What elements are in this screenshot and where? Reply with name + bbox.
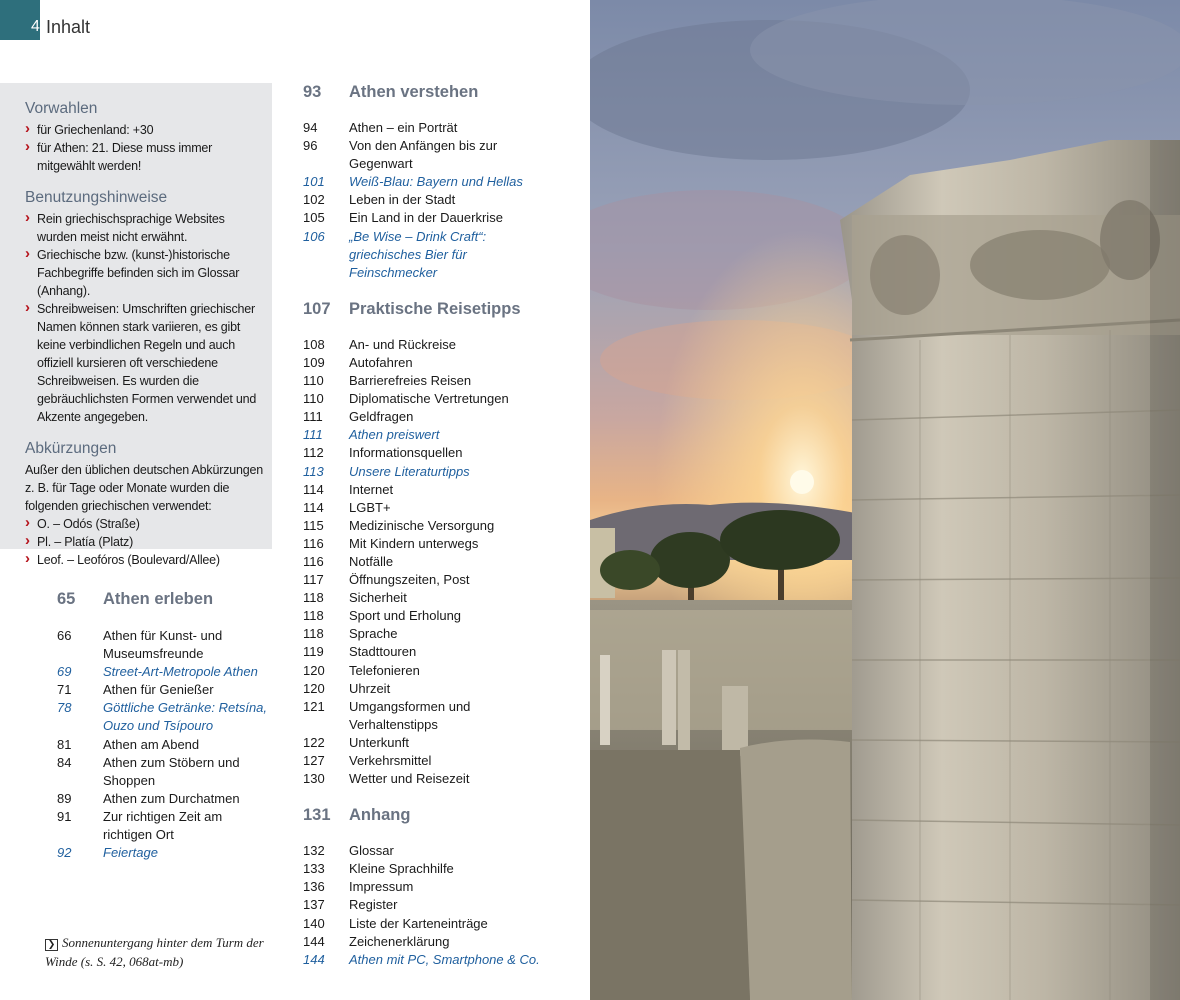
toc-entry[interactable] (303, 625, 553, 643)
toc-entry-page: 140 (303, 915, 325, 931)
toc-entry-page: 132 (303, 843, 325, 859)
info-item: › für Athen: 21. Diese muss immer mitgewählt werden! (25, 139, 264, 175)
toc-section-title: Anhang (349, 806, 411, 825)
toc-entry-page: 69 (57, 664, 72, 680)
toc-entry-title: Athen für Kunst- und Museumsfreunde (103, 628, 223, 662)
toc-entry[interactable] (303, 444, 553, 462)
toc-entry[interactable] (57, 754, 272, 790)
toc-entry[interactable] (303, 209, 553, 227)
toc-entry-title: Medizinische Versorgung (349, 517, 495, 533)
toc-entry-page: 105 (303, 210, 325, 226)
toc-entry-page: 66 (57, 628, 72, 643)
toc-entry-title: Notfälle (349, 553, 394, 569)
info-item: › Pl. – Platía (Platz) (25, 533, 264, 551)
toc-entry-title: Autofahren (349, 354, 413, 370)
toc-entry-title: Register (349, 897, 398, 913)
toc-entry-page: 130 (303, 771, 325, 787)
toc-entry[interactable] (303, 662, 553, 680)
toc-entry-title: Öffnungszeiten, Post (349, 572, 470, 588)
toc-entry-page: 113 (303, 463, 324, 479)
caption-text: Sonnenuntergang hinter dem Turm der Winde (s. S. 42, 068at-mb) (45, 935, 264, 969)
toc-entry-page: 109 (303, 354, 325, 370)
toc-entry[interactable] (57, 844, 272, 862)
toc-entry-title: Athen preiswert (349, 427, 440, 443)
toc-entry-title: Sport und Erholung (349, 608, 462, 624)
toc-entry[interactable] (303, 481, 553, 499)
toc-entry[interactable] (303, 426, 553, 444)
photo-caption (45, 933, 275, 971)
toc-entry-title: Street-Art-Metropole Athen (103, 664, 258, 680)
toc-entry-title: Impressum (349, 879, 414, 895)
toc-entry-title: Kleine Sprachhilfe (349, 861, 454, 877)
toc-entry-title: Sprache (349, 626, 398, 642)
toc-entry-page: 78 (57, 700, 72, 716)
toc-entry-title: Unsere Literaturtipps (349, 463, 470, 479)
toc-entry-list (303, 336, 553, 788)
toc-entry-page: 111 (303, 427, 323, 443)
toc-entry-page: 108 (303, 336, 325, 352)
toc-entry[interactable] (57, 627, 272, 663)
toc-entry[interactable] (57, 663, 272, 681)
toc-entry-title: Telefonieren (349, 662, 420, 678)
info-item: › für Griechenland: +30 (25, 121, 264, 139)
toc-entry-page: 118 (303, 608, 324, 624)
toc-section (303, 83, 553, 282)
toc-entry-page: 118 (303, 626, 324, 642)
toc-section-head (57, 590, 272, 616)
toc-entry[interactable] (303, 336, 553, 354)
toc-entry-title: Athen – ein Porträt (349, 120, 458, 135)
toc-section-title: Athen verstehen (349, 83, 479, 101)
toc-section (303, 300, 553, 788)
toc-entry[interactable] (303, 571, 553, 589)
toc-entry-page: 96 (303, 138, 318, 154)
toc-entry-page: 114 (303, 499, 324, 515)
toc-section-head (303, 806, 553, 832)
toc-entry-page: 119 (303, 644, 324, 660)
toc-entry-title: Zeichenerklärung (349, 933, 450, 949)
toc-entry[interactable] (303, 752, 553, 770)
info-box (0, 83, 272, 567)
toc-entry-page: 137 (303, 897, 325, 913)
toc-entry-title: Ein Land in der Dauerkrise (349, 210, 503, 226)
toc-entry-title: Diplomatische Vertretungen (349, 391, 509, 407)
toc-entry-title: Feiertage (103, 845, 158, 861)
toc-entry-list (57, 627, 272, 862)
toc-entry-title: Athen am Abend (103, 736, 200, 752)
toc-entry-title: Sicherheit (349, 590, 407, 606)
toc-entry[interactable] (303, 119, 553, 137)
toc-entry-title: Mit Kindern unterwegs (349, 535, 479, 551)
toc-entry-page: 136 (303, 879, 325, 895)
page-number: 4 (31, 18, 40, 35)
toc-entry[interactable] (303, 607, 553, 625)
toc-entry[interactable] (303, 734, 553, 752)
toc-entry-page: 84 (57, 754, 72, 770)
toc-entry-title: Uhrzeit (349, 680, 391, 696)
toc-entry[interactable] (303, 896, 553, 914)
toc-entry-title: An- und Rückreise (349, 336, 456, 352)
toc-entry[interactable] (57, 699, 272, 735)
toc-entry[interactable] (303, 499, 553, 517)
toc-entry-page: 110 (303, 373, 324, 389)
toc-section-head (303, 300, 553, 326)
toc-entry-title: Athen zum Stöbern und Shoppen (103, 754, 240, 788)
info-item: › Griechische bzw. (kunst-)historische Fachbegriffe befinden sich im Glossar (Anhang). (25, 246, 264, 300)
toc-entry-title: Verkehrsmittel (349, 753, 432, 768)
toc-entry-title: Glossar (349, 843, 394, 859)
toc-entry[interactable] (57, 790, 272, 808)
toc-entry[interactable] (57, 736, 272, 754)
toc-entry-title: Informationsquellen (349, 445, 463, 461)
info-item: › Schreibweisen: Umschriften griechischer Namen können stark variieren, es gibt keine verbindlichen Regeln und auch offiziell kursieren oft verschiedene Schreibweisen. Es wurden die gebräuchlichsten Formen verwendet und Akzente angegeben. (25, 300, 264, 426)
toc-entry-page: 111 (303, 409, 323, 425)
toc-entry-title: Athen mit PC, Smartphone & Co. (349, 951, 540, 967)
toc-entry-title: LGBT+ (349, 499, 391, 515)
toc-entry-title: „Be Wise – Drink Craft“: griechisches Bier für Feinschmecker (349, 228, 487, 280)
toc-section-number: 131 (303, 806, 331, 825)
toc-entry[interactable] (57, 808, 272, 844)
toc-section-number: 107 (303, 299, 331, 318)
toc-entry-page: 116 (303, 535, 324, 551)
toc-entry-page: 116 (303, 553, 324, 569)
toc-entry-title: Wetter und Reisezeit (349, 771, 470, 787)
toc-entry-page: 144 (303, 951, 325, 967)
info-item: › Leof. – Leofóros (Boulevard/Allee) (25, 551, 264, 569)
toc-entry-page: 115 (303, 517, 324, 533)
toc-entry-list (303, 842, 553, 969)
toc-entry-page: 91 (57, 808, 72, 824)
toc-entry-title: Stadttouren (349, 644, 417, 660)
info-item: › O. – Odós (Straße) (25, 515, 264, 533)
toc-entry-title: Liste der Karteneinträge (349, 915, 488, 931)
toc-entry-page: 71 (57, 682, 72, 698)
toc-entry-title: Internet (349, 481, 394, 497)
toc-entry-title: Geldfragen (349, 409, 414, 425)
abkuerzungen-intro: Außer den üblichen deutschen Abkürzungen z. B. für Tage oder Monate wurden die folgenden griechischen verwendet: (25, 463, 264, 513)
toc-entry-page: 144 (303, 933, 325, 949)
toc-entry-title: Barrierefreies Reisen (349, 373, 472, 389)
toc-entry[interactable] (303, 408, 553, 426)
toc-entry-page: 101 (303, 174, 325, 190)
toc-entry[interactable] (303, 553, 553, 571)
toc-entry[interactable] (303, 390, 553, 408)
tower-of-the-winds-photo (590, 0, 1180, 1000)
toc-entry-page: 122 (303, 734, 325, 750)
toc-right-column (303, 83, 553, 969)
toc-entry-page: 117 (303, 572, 324, 588)
toc-entry-page: 89 (57, 790, 72, 806)
toc-entry[interactable] (303, 643, 553, 661)
photo-ref-icon: ❯ (45, 939, 58, 951)
toc-entry-page: 112 (303, 445, 324, 461)
toc-entry-title: Von den Anfängen bis zur Gegenwart (349, 138, 498, 172)
toc-entry-page: 127 (303, 753, 325, 768)
info-item: › Rein griechischsprachige Websites wurden meist nicht erwähnt. (25, 210, 264, 246)
toc-entry[interactable] (303, 915, 553, 933)
toc-entry[interactable] (303, 698, 553, 734)
toc-entry-page: 121 (303, 698, 325, 714)
toc-entry-page: 102 (303, 192, 325, 208)
toc-entry-page: 110 (303, 391, 324, 407)
toc-entry-title: Umgangsformen und Verhaltenstipps (349, 698, 471, 732)
toc-entry[interactable] (303, 228, 553, 282)
toc-entry-page: 81 (57, 736, 72, 752)
toc-left-column (57, 590, 272, 862)
toc-entry[interactable] (303, 517, 553, 535)
toc-entry[interactable] (303, 589, 553, 607)
toc-entry[interactable] (303, 951, 553, 969)
toc-entry-page: 94 (303, 120, 318, 135)
toc-entry-title: Weiß-Blau: Bayern und Hellas (349, 174, 523, 190)
toc-entry[interactable] (303, 860, 553, 878)
toc-entry-title: Athen für Genießer (103, 682, 214, 698)
toc-entry[interactable] (303, 770, 553, 788)
toc-entry-page: 114 (303, 481, 324, 497)
toc-entry-page: 133 (303, 861, 325, 877)
toc-entry[interactable] (303, 191, 553, 209)
benutzung-heading: Benutzungshinweise (25, 189, 168, 206)
toc-entry[interactable] (303, 933, 553, 951)
toc-entry-title: Athen zum Durchatmen (103, 790, 240, 806)
toc-section (303, 806, 553, 969)
toc-entry[interactable] (57, 681, 272, 699)
abkuerzungen-heading: Abkürzungen (25, 440, 117, 457)
toc-entry-page: 118 (303, 590, 324, 606)
toc-entry-title: Leben in der Stadt (349, 192, 456, 208)
toc-entry[interactable] (303, 137, 553, 173)
photo-illustration (590, 0, 1180, 1000)
toc-section-number: 93 (303, 83, 322, 101)
toc-entry[interactable] (303, 354, 553, 372)
toc-entry-page: 120 (303, 662, 325, 678)
page-title: Inhalt (46, 17, 91, 37)
toc-entry[interactable] (303, 680, 553, 698)
toc-entry-title: Unterkunft (349, 734, 409, 750)
toc-section-head (303, 83, 553, 109)
toc-section-number: 65 (57, 590, 76, 608)
toc-entry[interactable] (303, 842, 553, 860)
toc-entry[interactable] (303, 878, 553, 896)
toc-entry-title: Zur richtigen Zeit am richtigen Ort (103, 808, 223, 843)
toc-entry[interactable] (303, 372, 553, 390)
toc-entry[interactable] (303, 463, 553, 481)
toc-entry-page: 92 (57, 845, 72, 861)
toc-section-title: Athen erleben (103, 590, 214, 608)
toc-entry-page: 120 (303, 680, 325, 696)
toc-section-title: Praktische Reisetipps (349, 299, 521, 318)
toc-entry-page: 106 (303, 228, 325, 244)
toc-entry[interactable] (303, 173, 553, 191)
toc-entry-list (303, 119, 553, 282)
toc-entry[interactable] (303, 535, 553, 553)
toc-entry-title: Göttliche Getränke: Retsína, Ouzo und Tsípouro (103, 700, 268, 734)
vorwahlen-heading: Vorwahlen (25, 100, 98, 117)
